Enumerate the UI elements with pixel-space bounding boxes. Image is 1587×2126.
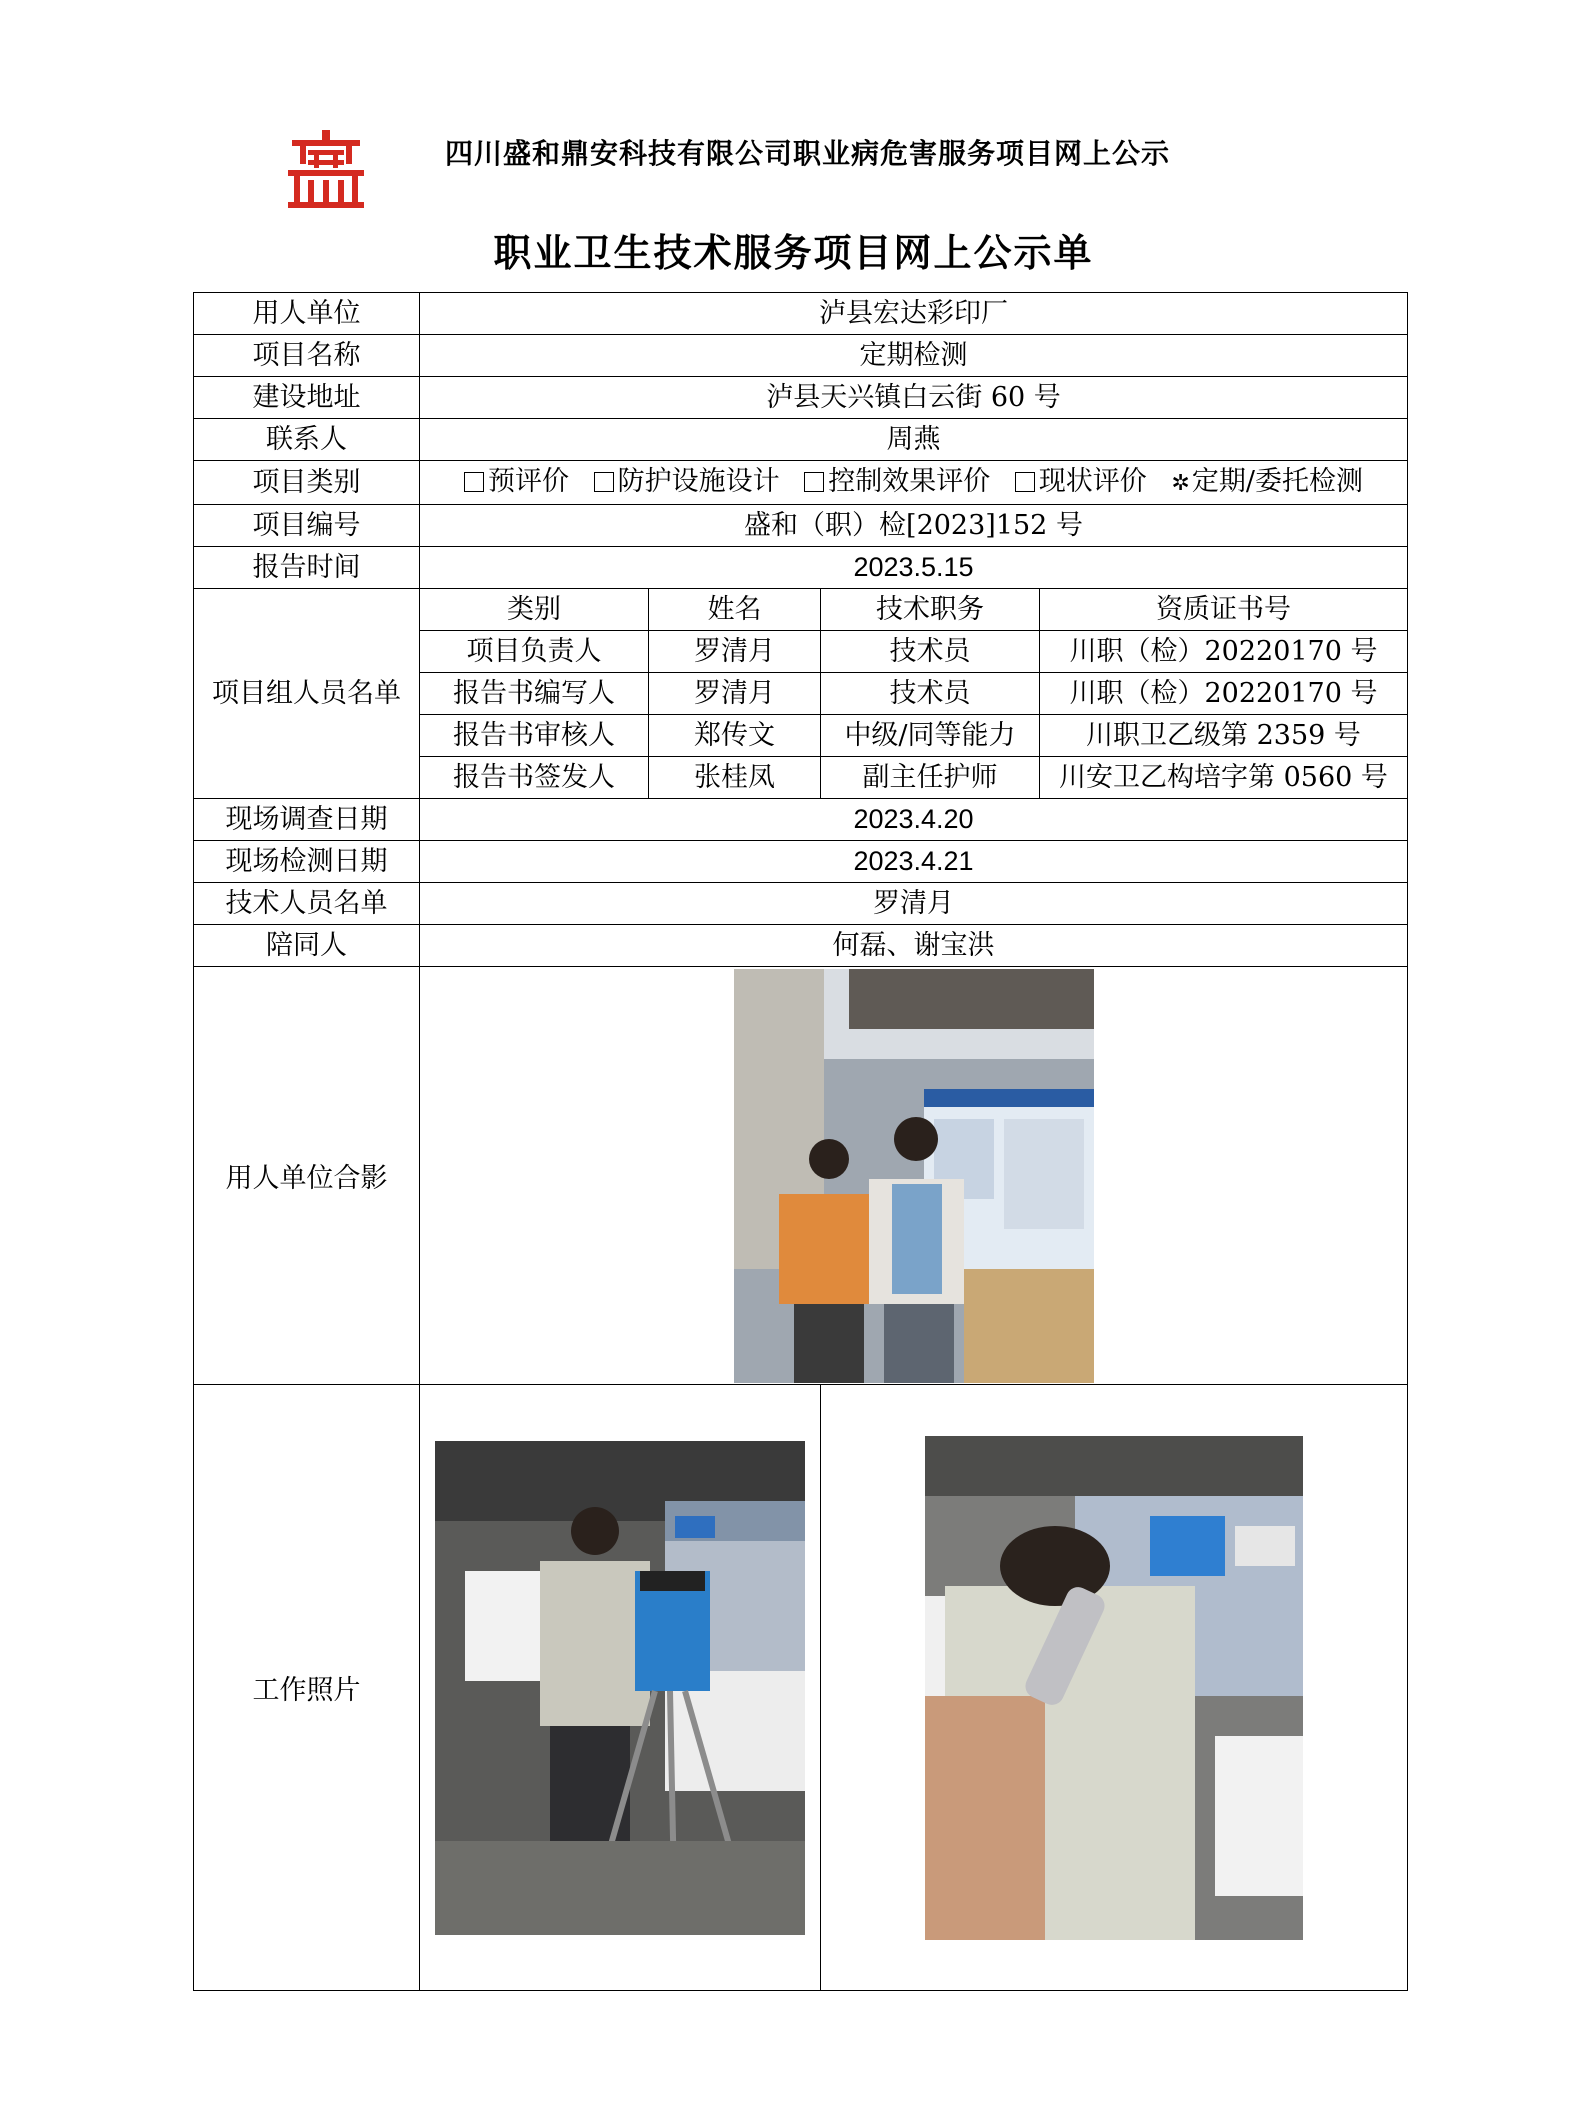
team-cell: 川安卫乙构培字第 0560 号: [1040, 757, 1408, 799]
team-cell: 技术员: [821, 631, 1040, 673]
team-header-cell: 姓名: [649, 589, 821, 631]
label-test-date: 现场检测日期: [194, 841, 420, 883]
row-work-photos: [194, 1385, 1408, 1991]
value-project-no: 盛和（职）检[2023]152 号: [420, 505, 1408, 547]
team-cell: 川职（检）20220170 号: [1040, 673, 1408, 715]
checkbox-unchecked-icon: [804, 472, 824, 492]
team-cell: 罗清月: [649, 631, 821, 673]
checkbox-unchecked-icon: [1015, 472, 1035, 492]
option-periodic-test: [1171, 466, 1363, 497]
work-photo-dust-meter: [925, 1436, 1303, 1940]
value-address: 泸县天兴镇白云街 60 号: [420, 377, 1408, 419]
value-test-date: 2023.4.21: [420, 841, 1408, 883]
label-survey-date: 现场调查日期: [194, 799, 420, 841]
option-label: 预评价: [488, 466, 570, 497]
row-contact: [194, 419, 1408, 461]
value-report-date: 2023.5.15: [420, 547, 1408, 589]
option-label: 定期/委托检测: [1191, 466, 1363, 497]
team-cell: 川职卫乙级第 2359 号: [1040, 715, 1408, 757]
row-group-photo: [194, 967, 1408, 1385]
option-control-eval: [804, 466, 990, 497]
option-pre-eval: [464, 466, 569, 497]
team-header-cell: 资质证书号: [1040, 589, 1408, 631]
option-label: 控制效果评价: [828, 466, 991, 497]
label-work-photos: 工作照片: [194, 1385, 420, 1991]
work-photo-cell-2: [821, 1385, 1408, 1991]
value-accompany: 何磊、谢宝洪: [420, 925, 1408, 967]
option-label: 防护设施设计: [617, 466, 780, 497]
value-survey-date: 2023.4.20: [420, 799, 1408, 841]
company-seal-logo: [288, 130, 364, 208]
label-category: 项目类别: [194, 461, 420, 505]
row-project-name: [194, 335, 1408, 377]
value-contact: 周燕: [420, 419, 1408, 461]
team-cell: 郑传文: [649, 715, 821, 757]
label-address: 建设地址: [194, 377, 420, 419]
checked-gear-icon: ✲: [1171, 471, 1190, 496]
label-team: 项目组人员名单: [194, 589, 420, 799]
row-project-no: [194, 505, 1408, 547]
row-employer: [194, 293, 1408, 335]
row-accompany: [194, 925, 1408, 967]
label-accompany: 陪同人: [194, 925, 420, 967]
team-cell: 报告书编写人: [420, 673, 649, 715]
label-project-no: 项目编号: [194, 505, 420, 547]
team-header-cell: 类别: [420, 589, 649, 631]
value-technicians: 罗清月: [420, 883, 1408, 925]
label-group-photo: 用人单位合影: [194, 967, 420, 1385]
row-test-date: [194, 841, 1408, 883]
value-project-name: 定期检测: [420, 335, 1408, 377]
company-title: 四川盛和鼎安科技有限公司职业病危害服务项目网上公示: [445, 137, 1171, 170]
label-technicians: 技术人员名单: [194, 883, 420, 925]
work-photo-cell-1: [420, 1385, 821, 1991]
group-photo: [734, 969, 1094, 1383]
team-header-cell: 技术职务: [821, 589, 1040, 631]
group-photo-cell: [420, 967, 1408, 1385]
team-cell: 技术员: [821, 673, 1040, 715]
team-cell: 罗清月: [649, 673, 821, 715]
team-cell: 川职（检）20220170 号: [1040, 631, 1408, 673]
page-title: 职业卫生技术服务项目网上公示单: [493, 230, 1094, 275]
label-report-date: 报告时间: [194, 547, 420, 589]
row-technicians: [194, 883, 1408, 925]
team-cell: 报告书审核人: [420, 715, 649, 757]
row-category: [194, 461, 1408, 505]
value-employer: 泸县宏达彩印厂: [420, 293, 1408, 335]
category-options: [420, 461, 1408, 505]
team-cell: 副主任护师: [821, 757, 1040, 799]
label-contact: 联系人: [194, 419, 420, 461]
option-label: 现状评价: [1038, 466, 1147, 497]
team-cell: 报告书签发人: [420, 757, 649, 799]
checkbox-unchecked-icon: [594, 472, 614, 492]
row-address: [194, 377, 1408, 419]
team-cell: 项目负责人: [420, 631, 649, 673]
label-project-name: 项目名称: [194, 335, 420, 377]
row-survey-date: [194, 799, 1408, 841]
row-report-date: [194, 547, 1408, 589]
notice-table: [193, 292, 1408, 1991]
label-employer: 用人单位: [194, 293, 420, 335]
checkbox-unchecked-icon: [464, 472, 484, 492]
work-photo-noise-meter: [435, 1441, 805, 1935]
team-header-row: [194, 589, 1408, 631]
team-cell: 张桂凤: [649, 757, 821, 799]
option-protection-design: [594, 466, 780, 497]
option-status-eval: [1015, 466, 1147, 497]
team-cell: 中级/同等能力: [821, 715, 1040, 757]
